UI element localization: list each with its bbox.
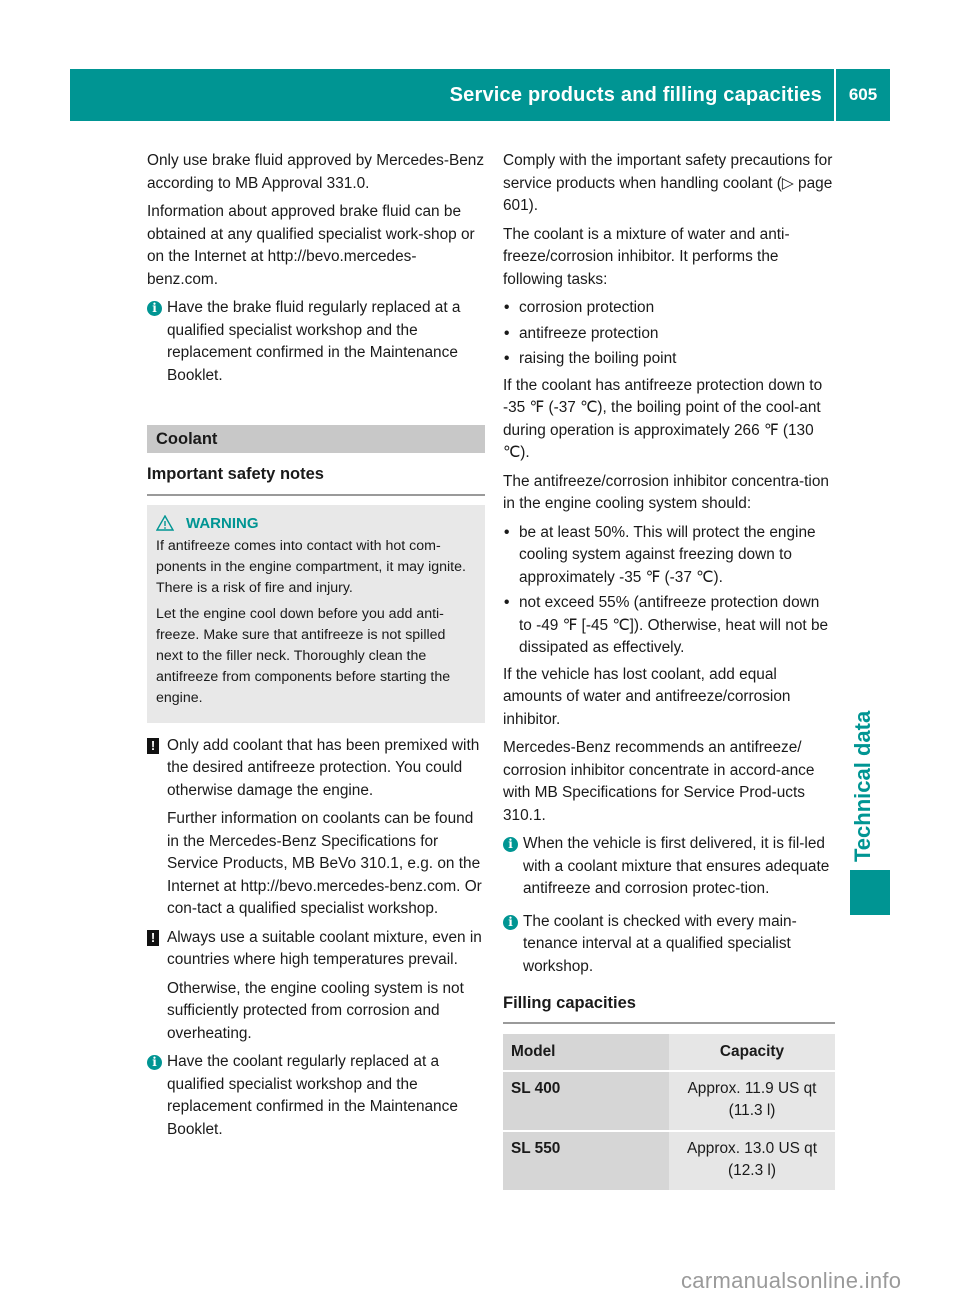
- info-note: [147, 297, 485, 387]
- warning-header: [156, 513, 476, 534]
- list-item: • raising the boiling point: [503, 348, 835, 371]
- side-tab-label: Technical data: [850, 710, 875, 862]
- caution-subtext: Further information on coolants can be found in the Mercedes-Benz Specifications for Service Products, MB BeVo 310.1, e.g. on the Internet at http://bevo.mercedes-benz.com. Or con-tact a qualified specialist workshop.: [167, 810, 482, 917]
- caution-note: [147, 735, 485, 921]
- table-row: [503, 1132, 835, 1190]
- info-note-text: When the vehicle is first delivered, it is fil-led with a coolant mixture that ensures adequate antifreeze and corrosion protec-tion.: [523, 835, 830, 897]
- caution-subtext: Otherwise, the engine cooling system is not sufficiently protected from corrosion and overheating.: [167, 979, 464, 1042]
- watermark: carmanualsonline.info: [681, 1268, 902, 1293]
- caution-note: [147, 927, 485, 1046]
- info-note-text: Have the coolant regularly replaced at a qualified specialist workshop and the replacement confirmed in the Maintenance Booklet.: [167, 1053, 458, 1138]
- warning-text: Let the engine cool down before you add anti-freeze. Make sure that antifreeze is not spilled next to the filler neck. Thoroughly clean the antifreeze from components before starting the engine.: [156, 605, 451, 706]
- side-tab-marker: [850, 870, 890, 915]
- info-icon: i: [147, 301, 162, 316]
- exclamation-icon: !: [147, 930, 159, 946]
- info-icon: i: [147, 1055, 162, 1070]
- coolant-tasks-list: [503, 297, 835, 371]
- left-column: [147, 150, 485, 1147]
- brake-fluid-info-text: Information about approved brake fluid can be obtained at any qualified specialist work-shop or on the Internet at http://bevo.mercedes-benz.com.: [147, 203, 475, 288]
- warning-label: WARNING: [186, 514, 259, 532]
- capacity-cell: Approx. 11.9 US qt (11.3 l): [669, 1072, 835, 1130]
- page-header: [70, 69, 890, 121]
- warning-triangle-icon: [156, 515, 174, 531]
- exclamation-icon: !: [147, 738, 159, 754]
- list-item: • be at least 50%. This will protect the engine cooling system against freezing down to approximately -35 ℉ (-37 ℃).: [503, 522, 835, 590]
- brake-fluid-approval-text: Only use brake fluid approved by Mercedes-Benz according to MB Approval 331.0.: [147, 152, 485, 192]
- info-icon: i: [503, 915, 518, 930]
- section-title: Coolant: [147, 425, 485, 453]
- warning-box: [147, 505, 485, 723]
- info-note: [147, 1051, 485, 1141]
- list-item: • not exceed 55% (antifreeze protection down to -49 ℉ [-45 ℃]). Otherwise, heat will not be dissipated as effectively.: [503, 592, 835, 660]
- column-header-model: Model: [503, 1034, 669, 1070]
- capacity-cell: Approx. 13.0 US qt (12.3 l): [669, 1132, 835, 1190]
- info-note-text: The coolant is checked with every main-tenance interval at a qualified specialist workshop.: [523, 912, 797, 975]
- concentration-intro: The antifreeze/corrosion inhibitor concentra-tion in the engine cooling system should:: [503, 472, 829, 512]
- boiling-point-text: If the coolant has antifreeze protection down to -35 ℉ (-37 ℃), the boiling point of the cool-ant during operation is approximately 266 ℉ (130 ℃).: [503, 376, 823, 461]
- page-number: 605: [848, 85, 878, 104]
- column-header-capacity: Capacity: [669, 1034, 835, 1070]
- recommendation-text: Mercedes-Benz recommends an antifreeze/ corrosion inhibitor concentrate in accord-ance with MB Specifications for Service Prod-ucts 310.1.: [503, 739, 815, 824]
- subheading: Important safety notes: [147, 463, 485, 496]
- info-icon: i: [503, 837, 518, 852]
- safety-reference-text: Comply with the important safety precautions for service products when handling coolant (▷ page 601).: [503, 152, 833, 214]
- model-cell: SL 400: [503, 1072, 669, 1130]
- header-title: Service products and filling capacities: [449, 83, 822, 106]
- list-item: • corrosion protection: [503, 297, 835, 320]
- model-cell: SL 550: [503, 1132, 669, 1190]
- list-item: • antifreeze protection: [503, 323, 835, 346]
- capacity-table: [503, 1032, 835, 1192]
- warning-text: If antifreeze comes into contact with hot com-ponents in the engine compartment, it may ignite. There is a risk of fire and injury.: [156, 537, 466, 596]
- right-column: [503, 150, 835, 1192]
- info-note: [503, 911, 835, 979]
- caution-text: Only add coolant that has been premixed with the desired antifreeze protection. You could otherwise damage the engine.: [167, 736, 480, 799]
- caution-text: Always use a suitable coolant mixture, even in countries where high temperatures prevail.: [167, 928, 482, 968]
- filling-capacities-heading: Filling capacities: [503, 992, 835, 1024]
- info-note-text: Have the brake fluid regularly replaced at a qualified specialist workshop and the replacement confirmed in the Maintenance Booklet.: [167, 299, 461, 384]
- table-header-row: [503, 1034, 835, 1070]
- info-note: [503, 833, 835, 901]
- concentration-list: [503, 522, 835, 660]
- coolant-description: The coolant is a mixture of water and anti-freeze/corrosion inhibitor. It performs the following tasks:: [503, 225, 790, 288]
- table-row: [503, 1072, 835, 1130]
- lost-coolant-text: If the vehicle has lost coolant, add equal amounts of water and antifreeze/corrosion inhibitor.: [503, 665, 791, 728]
